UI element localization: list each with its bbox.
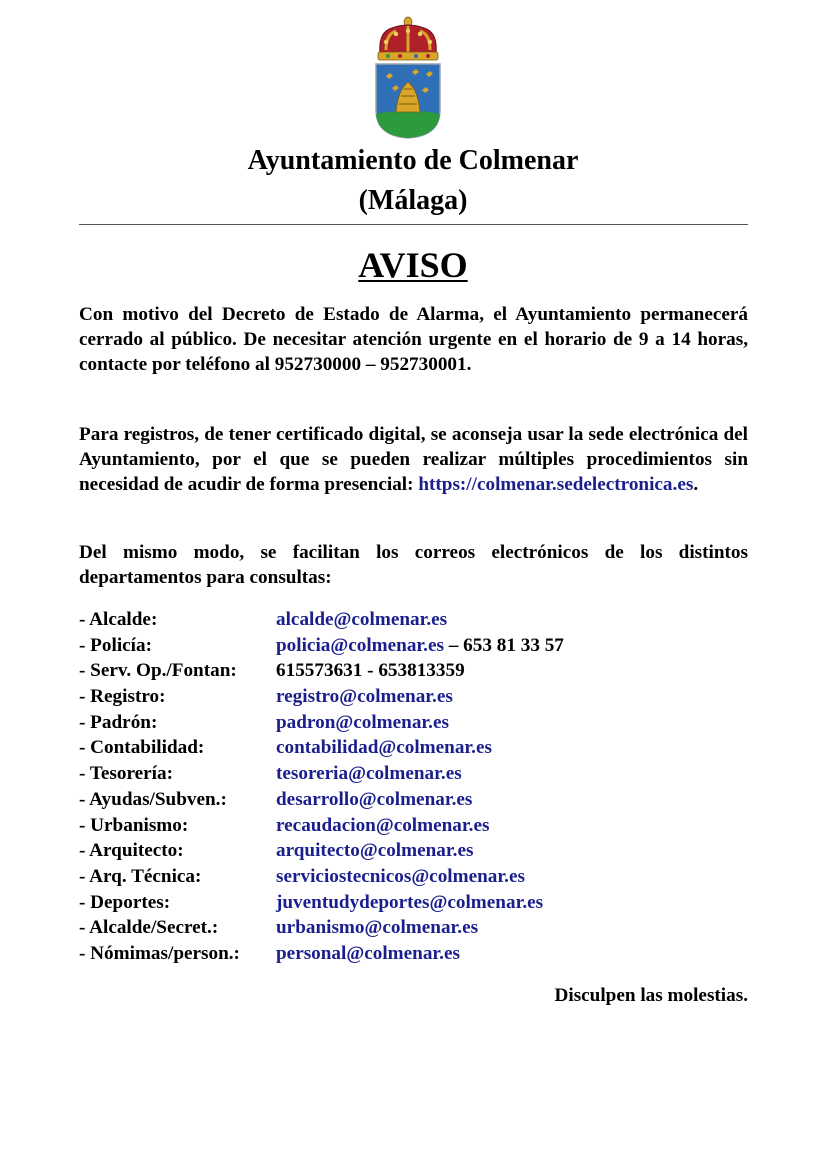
contact-row: [79, 658, 748, 684]
contact-email-link[interactable]: padron@colmenar.es: [276, 711, 449, 733]
paragraph-closure: Con motivo del Decreto de Estado de Alarma, el Ayuntamiento permanecerá cerrado al público. De necesitar atención urgente en el horario de 9 a 14 horas, contacte por teléfono al 952730000 – 952730001.: [79, 304, 748, 375]
contact-row: [79, 607, 748, 633]
contact-email-link[interactable]: recaudacion@colmenar.es: [276, 814, 490, 836]
contact-email-link[interactable]: desarrollo@colmenar.es: [276, 788, 473, 810]
contact-row: [79, 684, 748, 710]
shield-icon: [376, 64, 440, 138]
contact-label: - Padrón:: [79, 711, 158, 733]
contact-label: - Ayudas/Subven.:: [79, 788, 227, 810]
contact-row: [79, 890, 748, 916]
contact-email-link[interactable]: alcalde@colmenar.es: [276, 609, 448, 630]
contact-row: [79, 941, 748, 967]
closing-line: Disculpen las molestias.: [554, 985, 748, 1006]
contact-phone: – 653 81 33 57: [443, 634, 564, 656]
contact-label: - Arq. Técnica:: [79, 865, 202, 887]
contact-row: [79, 735, 748, 761]
contact-email-link[interactable]: policia@colmenar.es: [276, 634, 444, 656]
contact-row: [79, 813, 748, 839]
contact-row: [79, 838, 748, 864]
page-subtitle: (Málaga): [358, 185, 468, 216]
contact-phone: 615573631 - 653813359: [276, 660, 465, 682]
contact-email-link[interactable]: serviciostecnicos@colmenar.es: [276, 865, 525, 887]
contact-email-link[interactable]: contabilidad@colmenar.es: [276, 737, 492, 759]
crown-icon: [378, 17, 438, 60]
coat-of-arms-icon: [372, 14, 444, 140]
contact-email-link[interactable]: registro@colmenar.es: [276, 686, 453, 708]
contact-label: - Urbanismo:: [79, 814, 189, 836]
page-title: Ayuntamiento de Colmenar: [247, 145, 579, 176]
contact-email-link[interactable]: urbanismo@colmenar.es: [276, 917, 479, 939]
contact-row: [79, 864, 748, 890]
contact-label: - Serv. Op./Fontan:: [79, 660, 237, 682]
paragraph-emails-intro: Del mismo modo, se facilitan los correos electrónicos de los distintos departamentos para consultas:: [79, 542, 748, 588]
contact-label: - Registro:: [79, 686, 166, 708]
contact-row: [79, 787, 748, 813]
contact-email-link[interactable]: arquitecto@colmenar.es: [276, 840, 474, 862]
contact-label: - Arquitecto:: [79, 840, 184, 862]
contact-label: - Contabilidad:: [79, 737, 205, 759]
notice-heading: AVISO: [358, 245, 468, 285]
contact-list: [79, 607, 748, 967]
sede-electronica-link[interactable]: https://colmenar.sedelectronica.es: [418, 474, 694, 495]
contact-email-link[interactable]: tesoreria@colmenar.es: [276, 763, 462, 785]
contact-email-link[interactable]: juventudydeportes@colmenar.es: [276, 891, 544, 913]
contact-label: - Nómimas/person.:: [79, 942, 240, 964]
contact-row: [79, 633, 748, 659]
contact-label: - Policía:: [79, 634, 152, 656]
paragraph-electronic-office: Para registros, de tener certificado digital, se aconseja usar la sede electrónica del Ayuntamiento, por el que se pueden realizar múltiples procedimientos sin necesidad de acudir de forma presencial: https://colmenar.sedelectronica.es.: [79, 424, 748, 495]
contact-label: - Deportes:: [79, 891, 171, 913]
contact-row: [79, 761, 748, 787]
contact-label: - Tesorería:: [79, 763, 173, 785]
divider: [79, 224, 748, 225]
contact-row: [79, 915, 748, 941]
contact-label: - Alcalde/Secret.:: [79, 917, 219, 939]
contact-row: [79, 710, 748, 736]
contact-label: - Alcalde:: [79, 609, 158, 630]
contact-email-link[interactable]: personal@colmenar.es: [276, 942, 460, 964]
